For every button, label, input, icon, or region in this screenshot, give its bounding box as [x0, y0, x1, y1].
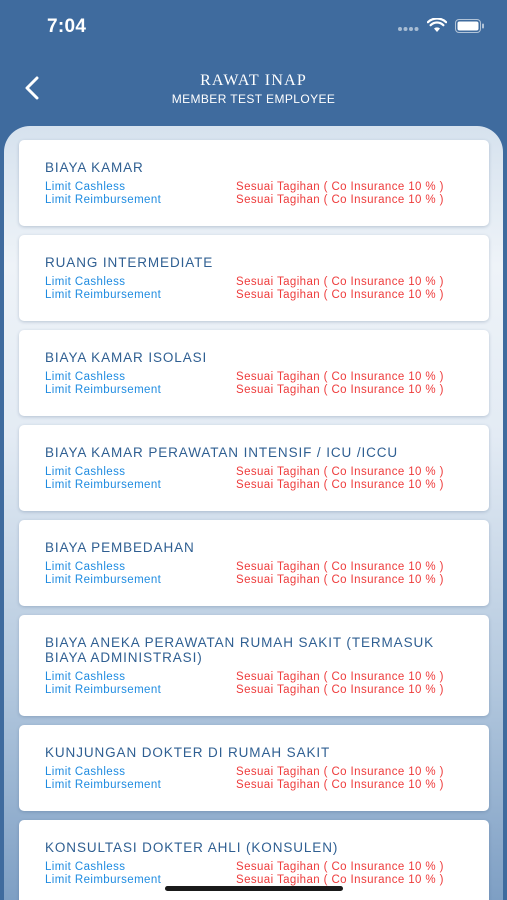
reimbursement-label: Limit Reimbursement — [45, 289, 162, 301]
cashless-row — [45, 276, 463, 289]
cashless-value: Sesuai Tagihan ( Co Insurance 10 % ) — [236, 181, 444, 193]
reimbursement-label: Limit Reimbursement — [45, 194, 162, 206]
cashless-row — [45, 766, 463, 779]
cashless-label: Limit Cashless — [45, 671, 126, 683]
reimbursement-row — [45, 289, 463, 302]
reimbursement-row — [45, 779, 463, 792]
benefit-title: BIAYA ANEKA PERAWATAN RUMAH SAKIT (TERMASUK BIAYA ADMINISTRASI) — [45, 635, 435, 665]
cashless-label: Limit Cashless — [45, 861, 126, 873]
benefit-title: BIAYA PEMBEDAHAN — [45, 540, 195, 555]
reimbursement-row — [45, 479, 463, 492]
reimbursement-row — [45, 194, 463, 207]
reimbursement-value: Sesuai Tagihan ( Co Insurance 10 % ) — [236, 384, 444, 396]
signal-dots-icon — [397, 19, 419, 37]
page-title: RAWAT INAP — [200, 72, 307, 89]
cashless-row — [45, 371, 463, 384]
reimbursement-value: Sesuai Tagihan ( Co Insurance 10 % ) — [236, 574, 444, 586]
cashless-value: Sesuai Tagihan ( Co Insurance 10 % ) — [236, 371, 444, 383]
benefit-title: KUNJUNGAN DOKTER DI RUMAH SAKIT — [45, 745, 331, 760]
cashless-label: Limit Cashless — [45, 181, 126, 193]
cashless-value: Sesuai Tagihan ( Co Insurance 10 % ) — [236, 466, 444, 478]
cashless-row — [45, 181, 463, 194]
benefit-title: BIAYA KAMAR — [45, 160, 144, 175]
cashless-value: Sesuai Tagihan ( Co Insurance 10 % ) — [236, 766, 444, 778]
benefit-title: BIAYA KAMAR ISOLASI — [45, 350, 208, 365]
benefit-card[interactable] — [19, 140, 489, 226]
reimbursement-row — [45, 684, 463, 697]
benefit-list — [19, 140, 489, 900]
reimbursement-row — [45, 574, 463, 587]
cashless-label: Limit Cashless — [45, 276, 126, 288]
cashless-label: Limit Cashless — [45, 561, 126, 573]
cashless-label: Limit Cashless — [45, 371, 126, 383]
header — [0, 54, 507, 126]
wifi-icon — [427, 18, 447, 38]
benefit-card[interactable] — [19, 330, 489, 416]
reimbursement-row — [45, 384, 463, 397]
reimbursement-value: Sesuai Tagihan ( Co Insurance 10 % ) — [236, 874, 444, 886]
home-indicator[interactable] — [165, 886, 343, 891]
reimbursement-label: Limit Reimbursement — [45, 684, 162, 696]
benefit-card[interactable] — [19, 615, 489, 716]
reimbursement-value: Sesuai Tagihan ( Co Insurance 10 % ) — [236, 684, 444, 696]
cashless-value: Sesuai Tagihan ( Co Insurance 10 % ) — [236, 861, 444, 873]
reimbursement-value: Sesuai Tagihan ( Co Insurance 10 % ) — [236, 289, 444, 301]
benefit-list-panel[interactable] — [4, 126, 503, 900]
benefit-title: BIAYA KAMAR PERAWATAN INTENSIF / ICU /ICCU — [45, 445, 399, 460]
cashless-label: Limit Cashless — [45, 466, 126, 478]
cashless-row — [45, 671, 463, 684]
battery-icon — [455, 19, 485, 38]
reimbursement-label: Limit Reimbursement — [45, 479, 162, 491]
benefit-card[interactable] — [19, 725, 489, 811]
reimbursement-label: Limit Reimbursement — [45, 574, 162, 586]
status-bar — [0, 0, 507, 54]
cashless-label: Limit Cashless — [45, 766, 126, 778]
status-icons — [397, 18, 485, 38]
status-time: 7:04 — [47, 16, 87, 37]
benefit-card[interactable] — [19, 425, 489, 511]
page-subtitle: MEMBER TEST EMPLOYEE — [171, 92, 336, 106]
reimbursement-label: Limit Reimbursement — [45, 874, 162, 886]
benefit-title: KONSULTASI DOKTER AHLI (KONSULEN) — [45, 840, 339, 855]
cashless-value: Sesuai Tagihan ( Co Insurance 10 % ) — [236, 671, 444, 683]
cashless-row — [45, 466, 463, 479]
reimbursement-label: Limit Reimbursement — [45, 779, 162, 791]
benefit-card[interactable] — [19, 235, 489, 321]
cashless-row — [45, 861, 463, 874]
reimbursement-value: Sesuai Tagihan ( Co Insurance 10 % ) — [236, 779, 444, 791]
reimbursement-label: Limit Reimbursement — [45, 384, 162, 396]
reimbursement-value: Sesuai Tagihan ( Co Insurance 10 % ) — [236, 194, 444, 206]
cashless-row — [45, 561, 463, 574]
reimbursement-value: Sesuai Tagihan ( Co Insurance 10 % ) — [236, 479, 444, 491]
cashless-value: Sesuai Tagihan ( Co Insurance 10 % ) — [236, 561, 444, 573]
cashless-value: Sesuai Tagihan ( Co Insurance 10 % ) — [236, 276, 444, 288]
benefit-card[interactable] — [19, 520, 489, 606]
benefit-title: RUANG INTERMEDIATE — [45, 255, 214, 270]
